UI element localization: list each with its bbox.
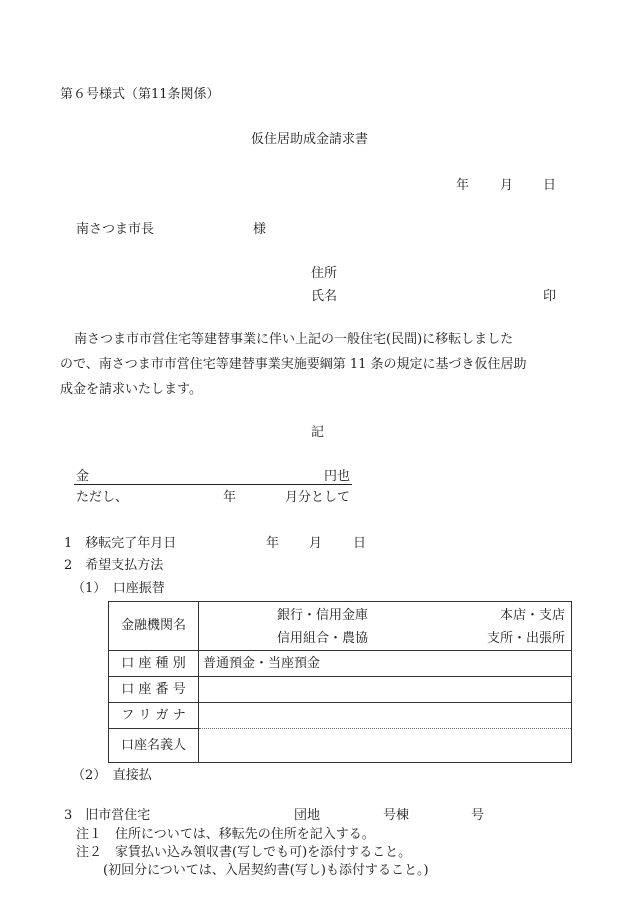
note-2: 注２ 家賃払い込み領収書(写しでも可)を添付すること。 — [76, 845, 412, 860]
holder-label: 口座名義人 — [109, 729, 199, 763]
tadashi-month: 月分として — [285, 490, 351, 505]
sub-item-1: （1） 口座振替 — [72, 581, 165, 596]
item-3-go: 号 — [471, 808, 485, 823]
item-3-label: 3 旧市営住宅 — [64, 808, 151, 823]
body-line-3: 成金を請求いたします。 — [60, 382, 202, 397]
holder-value — [199, 729, 572, 763]
addressee-suffix: 様 — [253, 222, 267, 237]
furigana-row — [109, 703, 572, 729]
account-number-row — [109, 677, 572, 703]
account-type-label: 口 座 種 別 — [109, 651, 199, 677]
tadashi-label: ただし、 — [76, 490, 129, 505]
item-1-day: 日 — [353, 536, 367, 551]
item-1-month: 月 — [309, 536, 323, 551]
furigana-label: フ リ ガ ナ — [109, 703, 199, 729]
document-title: 仮住居助成金請求書 — [251, 132, 369, 147]
furigana-value — [199, 703, 572, 729]
amount-suffix: 円也 — [324, 469, 351, 484]
bank-row — [109, 602, 572, 651]
item-1-label: 1 移転完了年月日 — [64, 536, 177, 551]
date-year: 年 — [456, 178, 470, 193]
body-line-1: 南さつま市市営住宅等建替事業に伴い上記の一般住宅(民間)に移転しました — [74, 332, 514, 347]
amount-underline — [74, 484, 352, 485]
item-3-danchi: 団地 — [294, 808, 321, 823]
note-1: 注１ 住所については、移転先の住所を記入する。 — [76, 827, 375, 842]
form-number: 第６号様式（第11条関係） — [60, 87, 220, 102]
bank-line2-left: 信用組合・農協 — [277, 631, 369, 646]
amount-prefix: 金 — [76, 469, 90, 484]
item-3-goto: 号棟 — [383, 808, 410, 823]
account-table — [108, 601, 572, 763]
note-2-sub: (初回分については、入居契約書(写し)も添付すること。) — [103, 863, 429, 878]
bank-line1-left: 銀行・信用金庫 — [277, 608, 369, 623]
name-label: 氏名 — [311, 289, 338, 304]
bank-cell — [199, 602, 572, 651]
tadashi-year: 年 — [223, 490, 237, 505]
account-number-value — [199, 677, 572, 703]
holder-row — [109, 729, 572, 763]
date-month: 月 — [500, 178, 514, 193]
bank-line2-right: 支所・出張所 — [486, 631, 565, 646]
bank-line1-right: 本店・支店 — [499, 608, 565, 623]
address-label: 住所 — [311, 266, 338, 281]
account-type-row — [109, 651, 572, 677]
account-number-label: 口 座 番 号 — [109, 677, 199, 703]
date-day: 日 — [543, 178, 557, 193]
sub-item-2: （2） 直接払 — [72, 768, 152, 783]
body-line-2: ので、南さつま市市営住宅等建替事業実施要綱第 11 条の規定に基づき仮住居助 — [60, 357, 527, 372]
addressee-name: 南さつま市長 — [76, 222, 155, 237]
ki-heading: 記 — [311, 425, 325, 440]
item-1-year: 年 — [266, 536, 280, 551]
item-2-label: 2 希望支払方法 — [64, 558, 164, 573]
account-type-value: 普通預金・当座預金 — [199, 651, 572, 677]
bank-label: 金融機関名 — [109, 602, 199, 651]
seal-mark: 印 — [543, 289, 557, 304]
